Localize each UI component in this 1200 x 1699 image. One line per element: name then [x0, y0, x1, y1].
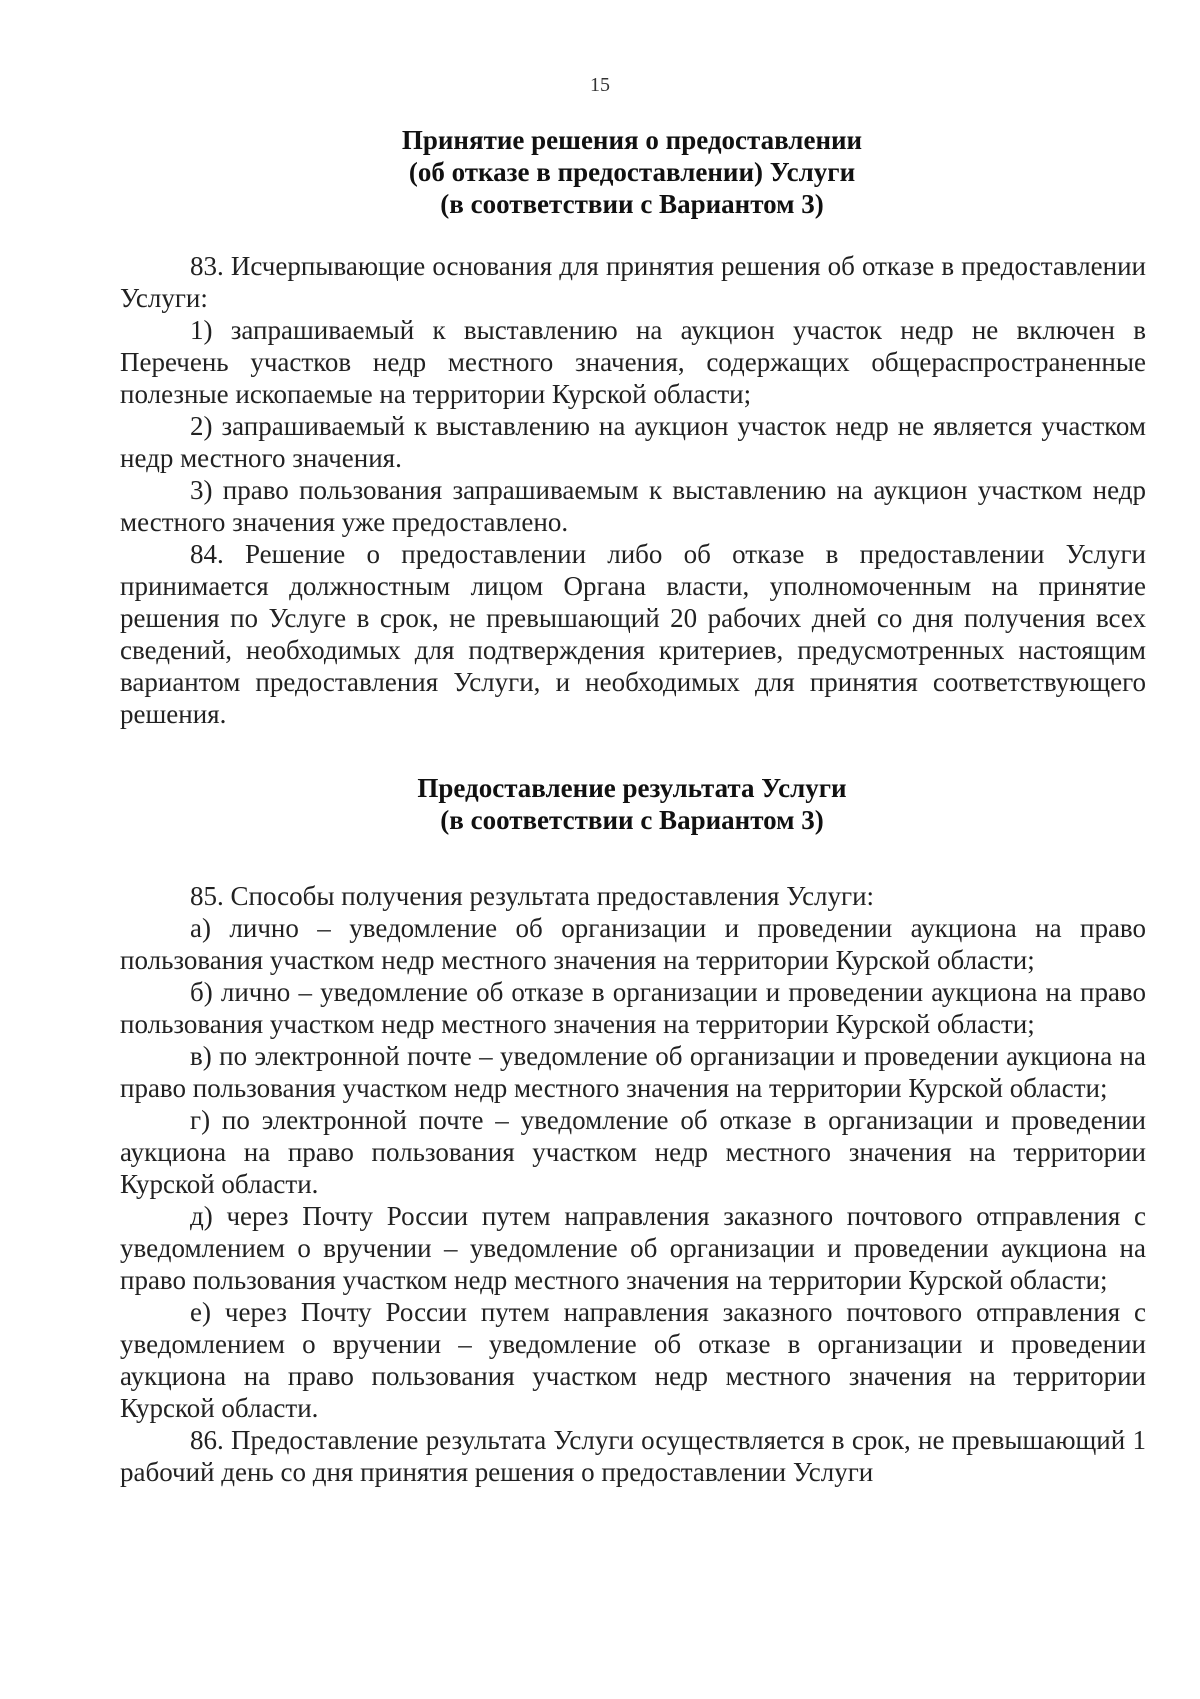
heading-line: Принятие решения о предоставлении	[401, 125, 863, 155]
paragraph-85: 85. Способы получения результата предоставления Услуги:	[190, 881, 875, 911]
list-item-a: а) лично – уведомление об организации и проведении аукциона на право пользования участком недр местного значения на территории Курской области;	[120, 913, 1146, 975]
list-item-1: 1) запрашиваемый к выставлению на аукцион участок недр не включен в Перечень участков недр местного значения, содержащих общераспространенные полезные ископаемые на территории Курской области;	[120, 315, 1146, 409]
paragraph-84: 84. Решение о предоставлении либо об отказе в предоставлении Услуги принимается должностным лицом Органа власти, уполномоченным на принятие решения по Услуге в срок, не превышающий 20 рабочих дней со дня получения всех сведений, необходимых для подтверждения критериев, предусмотренных настоящим вариантом предоставления Услуги, и необходимых для принятия соответствующего решения.	[120, 539, 1146, 729]
list-item-2: 2) запрашиваемый к выставлению на аукцион участок недр не является участком недр местного значения.	[120, 411, 1146, 473]
heading-line: (об отказе в предоставлении) Услуги	[408, 157, 856, 187]
heading-line: (в соответствии с Вариантом 3)	[440, 189, 824, 219]
section-body-result	[120, 880, 1146, 1488]
list-item-b: б) лично – уведомление об отказе в организации и проведении аукциона на право пользования участком недр местного значения на территории Курской области;	[120, 977, 1146, 1039]
list-item-g: г) по электронной почте – уведомление об отказе в организации и проведении аукциона на право пользования участком недр местного значения на территории Курской области.	[120, 1105, 1146, 1199]
heading-line: (в соответствии с Вариантом 3)	[440, 805, 824, 835]
heading-line: Предоставление результата Услуги	[417, 773, 847, 803]
page-number: 15	[590, 74, 610, 96]
section-heading-decision	[120, 124, 1144, 220]
list-item-v: в) по электронной почте – уведомление об организации и проведении аукциона на право пользования участком недр местного значения на территории Курской области;	[120, 1041, 1146, 1103]
list-item-e: е) через Почту России путем направления заказного почтового отправления с уведомлением о вручении – уведомление об отказе в организации и проведении аукциона на право пользования участком недр местного значения на территории Курской области.	[120, 1297, 1146, 1423]
paragraph-86: 86. Предоставление результата Услуги осуществляется в срок, не превышающий 1 рабочий день со дня принятия решения о предоставлении Услуги	[120, 1425, 1146, 1487]
list-item-d: д) через Почту России путем направления заказного почтового отправления с уведомлением о вручении – уведомление об организации и проведении аукциона на право пользования участком недр местного значения на территории Курской области;	[120, 1201, 1146, 1295]
section-body-decision	[120, 250, 1146, 730]
section-heading-result	[120, 772, 1144, 836]
paragraph-83: 83. Исчерпывающие основания для принятия решения об отказе в предоставлении Услуги:	[120, 251, 1146, 313]
list-item-3: 3) право пользования запрашиваемым к выставлению на аукцион участком недр местного значения уже предоставлено.	[120, 475, 1146, 537]
